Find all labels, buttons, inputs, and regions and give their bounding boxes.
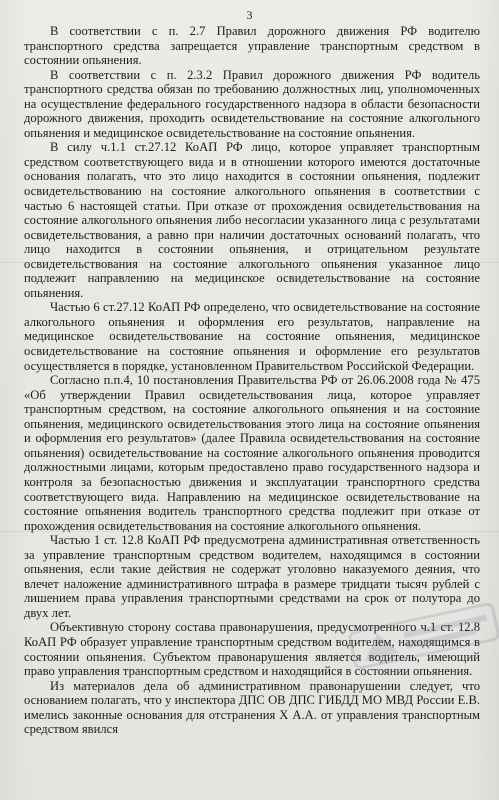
page-number: 3 <box>246 8 253 22</box>
paragraph-art-12-8-part-1: Частью 1 ст. 12.8 КоАП РФ предусмотрена административная ответственность за управление транспортным средством водителем, находящимся в состоянии опьянения, если такие действия не содержат уголовно наказуемого деяния, что влечет наложение административного штрафа в размере тридцати тысяч рублей с лишением права управления транспортными средствами на срок от полутора до двух лет. <box>24 533 480 620</box>
paragraph-government-decree-475: Согласно п.п.4, 10 постановления Правительства РФ от 26.06.2008 года № 475 «Об утверждении Правил освидетельствования лица, которое управляет транспортным средством, на состояние алкогольного опьянения и на состояние опьянения, медицинского освидетельствования этого лица на состояние опьянения и оформления его результатов» (далее Правила освидетельствования на состояние опьянения) освидетельствование на состояние алкогольного опьянения проводится должностными лицами, которым предоставлено право государственного надзора и контроля за безопасностью движения и эксплуатации транспортного средства соответствующего вида. Направлению на медицинское освидетельствование на состояние опьянения водитель транспортного средства подлежит при отказе от прохождения освидетельствования на состояние алкогольного опьянения. <box>24 373 480 533</box>
paragraph-case-materials: Из материалов дела об административном правонарушении следует, что основанием полагать, что у инспектора ДПС ОВ ДПС ГИБДД МО МВД России Е.В. имелись законные основания для отстранения Х А.А. от управления транспортным средством явился <box>24 678 480 737</box>
paragraph-objective-side: Объективную сторону состава правонарушения, предусмотренного ч.1 ст. 12.8 КоАП РФ образует управление транспортным средством водителем, находящимся в состоянии опьянения. Субъектом правонарушения является водитель, имеющий право управления транспортным средством и находящийся в состоянии опьянения. <box>24 620 480 679</box>
paragraph-rule-2-3-2: В соответствии с п. 2.3.2 Правил дорожного движения РФ водитель транспортного средства обязан по требованию должностных лиц, уполномоченных на осуществление федерального государственного надзора в области безопасности дорожного движения, проходить освидетельствование на состояние алкогольного опьянения и медицинское освидетельствование на состояние опьянения. <box>24 67 480 140</box>
paragraph-art-27-12-part-1-1: В силу ч.1.1 ст.27.12 КоАП РФ лицо, которое управляет транспортным средством соответствующего вида и в отношении которого имеются достаточные основания полагать, что это лицо находится в состоянии опьянения, подлежит освидетельствованию на состояние алкогольного опьянения в соответствии с частью 6 настоящей статьи. При отказе от прохождения освидетельствования на состояние алкогольного опьянения либо несогласии указанного лица с результатами освидетельствования, а равно при наличии достаточных оснований полагать, что лицо находится в состоянии опьянения, и отрицательном результате освидетельствования на состояние алкогольного опьянения указанное лицо подлежит направлению на медицинское освидетельствование на состояние опьянения. <box>24 140 480 300</box>
paragraph-art-27-12-part-6: Частью 6 ст.27.12 КоАП РФ определено, что освидетельствование на состояние алкогольного опьянения и оформления его результатов, направление на медицинское освидетельствование на состояние опьянения, медицинское освидетельствование на состояние опьянения и оформление его результатов осуществляется в порядке, установленном Правительством Российской Федерации. <box>24 300 480 373</box>
paragraph-rule-2-7: В соответствии с п. 2.7 Правил дорожного движения РФ водителю транспортного средства запрещается управление транспортным средством в состоянии опьянения. <box>24 24 480 68</box>
